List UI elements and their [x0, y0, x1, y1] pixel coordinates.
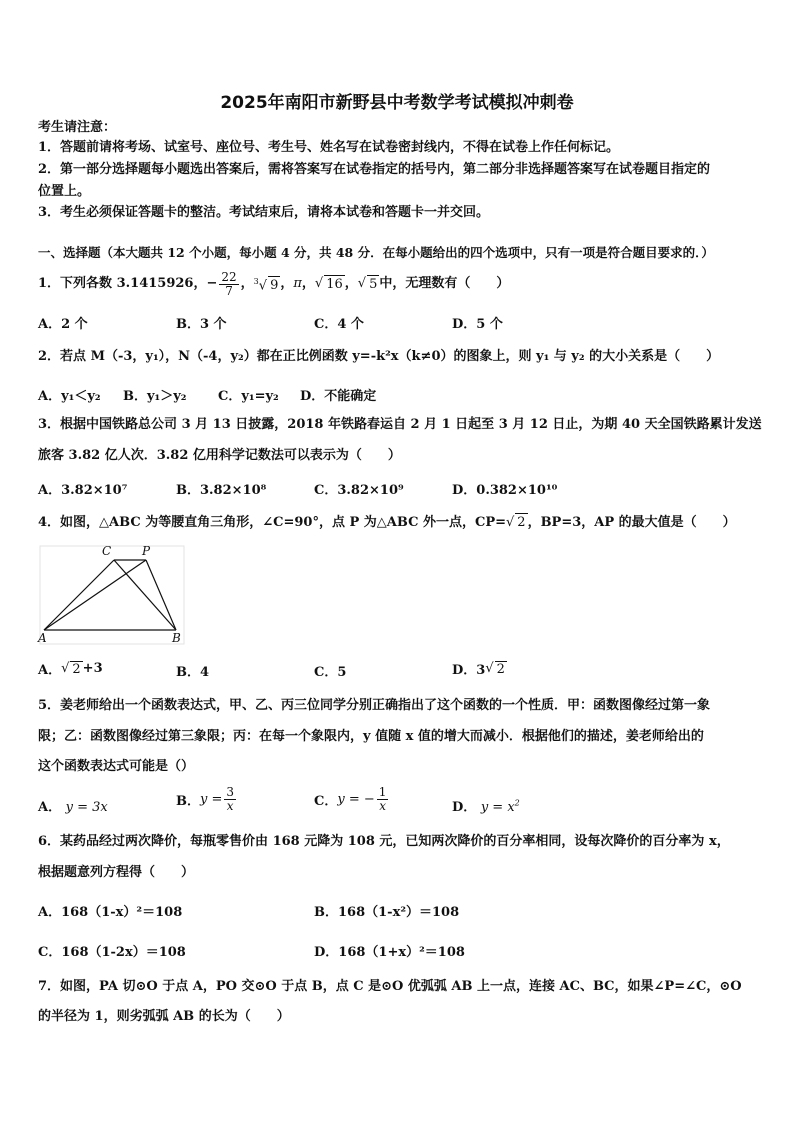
notice-item-1: 1．答题前请将考场、试室号、座位号、考生号、姓名写在试卷密封线内，不得在试卷上作任何标记。	[38, 140, 620, 155]
q1-frac-num: 22	[221, 269, 237, 284]
q1-sqrt-5: 5	[369, 276, 378, 292]
label-p: P	[142, 544, 151, 558]
section-heading: 一、选择题（本大题共 12 个小题，每小题 4 分，共 48 分．在每小题给出的四个选项中，只有一项是符合题目要求的．）	[38, 245, 714, 260]
q5-option-b-label: B．	[176, 794, 200, 809]
side-cb	[114, 560, 176, 630]
q5-option-c-label: C．	[314, 794, 338, 809]
question-7-line-2: 的半径为 1，则劣弧弧 AB 的长为（ ）	[38, 1009, 290, 1024]
q4-prefix: 4．如图，△ABC 为等腰直角三角形，∠C=90°，点 P 为△ABC 外一点，CP=	[38, 514, 506, 530]
q6-option-d[interactable]: D．168（1+x）²＝108	[314, 945, 465, 960]
q5-option-b-den: x	[226, 799, 234, 813]
q5-option-a-expr: y = 3x	[65, 800, 108, 815]
q1-fraction	[219, 271, 238, 298]
question-5-line-2: 限；乙：函数图像经过第三象限；丙：在每一个象限内，y 值随 x 值的增大而减小．根据他们的描述，姜老师给出的	[38, 729, 704, 744]
q4-option-c[interactable]: C．5	[314, 665, 347, 680]
q5-option-d-expr: y = x	[480, 800, 515, 815]
question-5-line-1: 5．姜老师给出一个函数表达式，甲、乙、丙三位同学分别正确指出了这个函数的一个性质．甲：函数图像经过第一象	[38, 698, 711, 713]
q1-sep-3: ，	[301, 276, 315, 291]
q5-option-b-fraction	[224, 786, 236, 813]
notice-heading: 考生请注意：	[38, 120, 117, 135]
q4-option-a-label: A．	[38, 663, 62, 678]
q1-cbrt-radicand: 9	[270, 278, 279, 294]
q1-sep-2: ，	[280, 276, 294, 291]
q3-option-c[interactable]: C．3.82×10⁹	[314, 483, 404, 498]
q1-frac-den: 7	[225, 283, 233, 298]
q1-pi: π	[293, 276, 302, 291]
segment-pb	[146, 560, 176, 630]
q4-option-d[interactable]: D．3 √ 2	[452, 661, 505, 678]
side-ac	[44, 560, 114, 630]
q5-option-b-num: 3	[226, 785, 235, 799]
q6-option-b[interactable]: B．168（1-x²）＝108	[314, 905, 460, 920]
segment-ap	[44, 560, 146, 630]
q3-option-a[interactable]: A．3.82×10⁷	[38, 483, 128, 498]
q1-suffix: 中，无理数有（ ）	[379, 276, 510, 291]
q3-option-b[interactable]: B．3.82×10⁸	[176, 483, 267, 498]
q1-sqrt-16: 16	[326, 276, 343, 292]
q1-minus: −	[206, 276, 218, 291]
notice-item-2: 2．第一部分选择题每小题选出答案后，需将答案写在试卷指定的括号内，第二部分非选择题答案写在试卷题目指定的	[38, 162, 711, 177]
q1-option-d[interactable]: D．5 个	[452, 317, 503, 332]
q4-sqrt-2: 2	[517, 515, 526, 530]
q4-option-a-suffix: +3	[82, 661, 103, 676]
question-3-line-2: 旅客 3.82 亿人次．3.82 亿用科学记数法可以表示为（ ）	[38, 448, 401, 463]
q6-option-a[interactable]: A．168（1-x）²＝108	[38, 905, 183, 920]
q5-option-c-num: 1	[378, 785, 387, 799]
q6-option-c[interactable]: C．168（1-2x）＝108	[38, 945, 186, 960]
q4-triangle-figure	[36, 540, 186, 646]
question-5-line-3: 这个函数表达式可能是（）	[38, 759, 195, 774]
question-3-line-1: 3．根据中国铁路总公司 3 月 13 日披露，2018 年铁路春运自 2 月 1 日起至 3 月 12 日止，为期 40 天全国铁路累计发送	[38, 417, 762, 432]
question-4: 4．如图，△ABC 为等腰直角三角形，∠C=90°，点 P 为△ABC 外一点，CP= √ 2 ，BP=3，AP 的最大值是（ ）	[38, 514, 736, 530]
q5-option-b-lhs: y =	[200, 792, 223, 807]
question-6-line-2: 根据题意列方程得（ ）	[38, 865, 195, 880]
q1-sep-1: ，	[240, 276, 254, 291]
q4-suffix: ，BP=3，AP 的最大值是（ ）	[527, 514, 736, 530]
question-7-line-1: 7．如图，PA 切⊙O 于点 A，PO 交⊙O 于点 B，点 C 是⊙O 优弧弧 AB 上一点，连接 AC、BC，如果∠P=∠C，⊙O	[38, 979, 742, 994]
q5-option-c-fraction	[377, 786, 389, 813]
label-a: A	[38, 631, 47, 645]
q5-option-c-lhs: y = −	[337, 792, 375, 807]
q1-option-a[interactable]: A．2 个	[38, 317, 88, 332]
q2-option-b[interactable]: B．y₁＞y₂	[123, 389, 187, 404]
notice-item-3: 3．考生必须保证答题卡的整洁。考试结束后，请将本试卷和答题卡一并交回。	[38, 205, 490, 220]
q1-option-b[interactable]: B．3 个	[176, 317, 227, 332]
q4-option-d-label: D．3	[452, 663, 486, 678]
q4-option-d-radicand: 2	[496, 661, 505, 677]
page-title: 2025年南阳市新野县中考数学考试模拟冲刺卷	[220, 93, 574, 113]
q5-option-b[interactable]	[176, 786, 238, 813]
q2-option-c[interactable]: C．y₁=y₂	[218, 389, 279, 404]
question-1: 1．下列各数 3.1415926， − $\frac{22}{7}$ ， $^3$√ 9 ， π ， √ 16 ， √ 5 中，无理数有（ ）	[38, 269, 510, 298]
q1-sep-4: ，	[344, 276, 358, 291]
q5-option-a[interactable]	[38, 796, 108, 815]
q4-option-a[interactable]: A． √ 2 +3	[38, 661, 103, 678]
question-2: 2．若点 M（-3，y₁），N（-4，y₂）都在正比例函数 y=-k²x（k≠0）的图象上，则 y₁ 与 y₂ 的大小关系是（ ）	[38, 349, 720, 364]
q5-option-c-den: x	[379, 799, 386, 813]
q2-option-d[interactable]: D．不能确定	[300, 389, 377, 404]
q5-option-a-label: A．	[38, 800, 62, 815]
q5-option-d-label: D．	[452, 800, 477, 815]
q2-option-a[interactable]: A．y₁＜y₂	[38, 389, 101, 404]
q5-option-d-exponent: 2	[514, 798, 520, 808]
q4-option-b[interactable]: B．4	[176, 665, 210, 680]
q1-prefix: 1．下列各数 3.1415926，	[38, 276, 207, 291]
notice-item-2-cont: 位置上。	[38, 184, 91, 199]
q1-option-c[interactable]: C．4 个	[314, 317, 364, 332]
q3-option-d[interactable]: D．0.382×10¹⁰	[452, 483, 558, 498]
label-c: C	[102, 544, 112, 558]
q4-option-a-radicand: 2	[72, 661, 81, 677]
question-6-line-1: 6．某药品经过两次降价，每瓶零售价由 168 元降为 108 元，已知两次降价的百分率相同，设每次降价的百分率为 x，	[38, 834, 730, 849]
label-b: B	[172, 631, 181, 645]
q1-cbrt-index: 3	[253, 276, 259, 286]
q5-option-d[interactable]	[452, 796, 520, 815]
q5-option-c[interactable]	[314, 786, 390, 813]
